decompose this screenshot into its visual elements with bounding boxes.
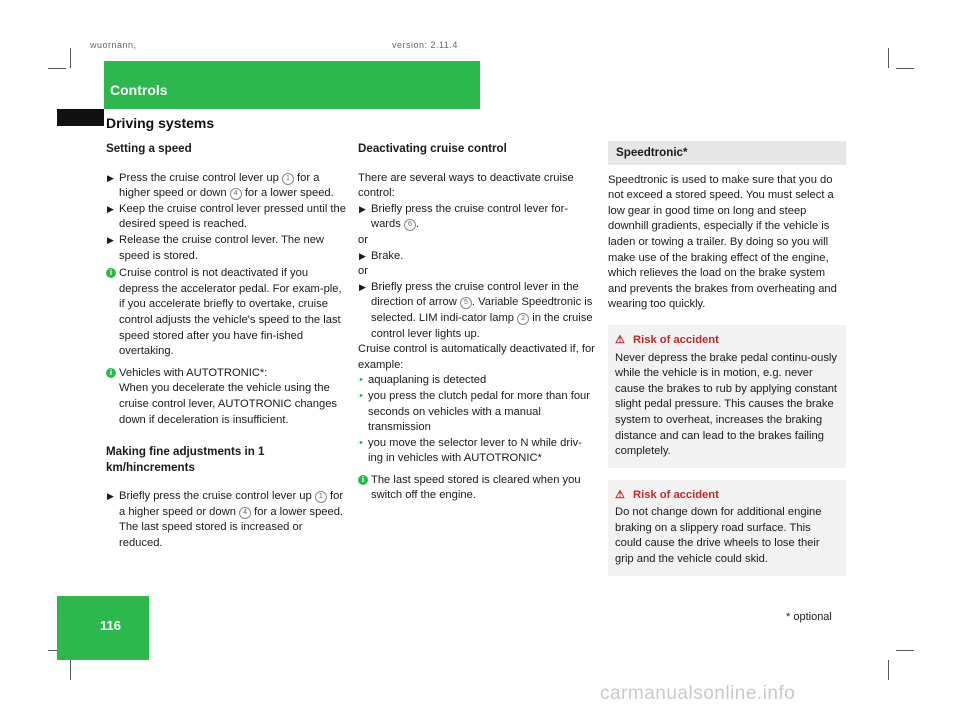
warning-text: Do not change down for additional engine braking on a slippery road surface. This could cause the drive wheels to lose their grip and the vehicle could skid.	[615, 506, 822, 566]
text: The last speed stored is cleared when you switch off the engine.	[371, 473, 581, 502]
callout-number: 6	[404, 219, 416, 231]
print-meta-right: version: 2.11.4	[392, 40, 458, 50]
info-icon: i	[106, 368, 116, 378]
column-3	[608, 141, 846, 576]
arrow-icon: ▶	[359, 250, 366, 261]
text: Release the cruise control lever. The new speed is stored.	[119, 233, 325, 262]
list-item	[358, 249, 596, 265]
paragraph: Speedtronic is used to make sure that you do not exceed a stored speed. You must select a low gear in good time on long and steep downhill gradients, especially if the vehicle is laden or towing a trailer. By doing so you will make use of the braking effect of the engine, which relieves the load on the brake system and prevents the brakes from overheating and wearing too quickly.	[608, 173, 837, 311]
heading-setting-speed: Setting a speed	[106, 142, 192, 155]
heading-fine-adjust: Making fine adjustments in 1 km/hincrements	[106, 445, 265, 474]
info-note	[358, 473, 596, 504]
info-note	[106, 266, 346, 360]
list-item	[358, 280, 596, 342]
paragraph: or	[358, 265, 368, 278]
speedtronic-title: Speedtronic*	[608, 141, 846, 165]
text: .	[415, 218, 420, 231]
list-item: • you move the selector lever to N while driv-ing in vehicles with AUTOTRONIC*	[359, 436, 582, 465]
paragraph: Cruise control is automatically deactivated if, for example:	[358, 343, 595, 371]
text: Brake.	[371, 249, 404, 262]
warning-icon: ⚠	[615, 333, 626, 346]
info-icon: i	[358, 475, 368, 485]
callout-number: 4	[239, 507, 251, 519]
text: When you decelerate the vehicle using the cruise control lever, AUTOTRONIC changes down if deceleration is insufficient.	[119, 382, 338, 426]
heading-deactivate: Deactivating cruise control	[358, 142, 507, 155]
text: . Variable Speedtronic is selected. LIM indi-cator lamp	[371, 296, 593, 324]
arrow-icon: ▶	[107, 203, 114, 214]
warning-title: Risk of accident	[633, 488, 719, 501]
list-item: • you press the clutch pedal for more than four seconds on vehicles with a manual transmission	[359, 389, 591, 434]
text: Keep the cruise control lever pressed until the desired speed is reached.	[119, 202, 346, 231]
text: in the cruise control lever lights up.	[371, 311, 593, 340]
paragraph: or	[358, 233, 368, 246]
text: Briefly press the cruise control lever up	[119, 490, 315, 503]
text: Cruise control is not deactivated if you depress the accelerator pedal. For exam-ple, if you accelerate briefly to overtake, cruise control adjusts the vehicle's speed to the last speed stored after you have fin-ished overtaking.	[119, 267, 342, 358]
column-1	[106, 141, 346, 552]
list-item: • aquaplaning is detected	[359, 374, 487, 387]
crop-mark	[48, 68, 66, 69]
callout-number: 4	[230, 188, 242, 200]
warning-box	[608, 480, 846, 576]
print-meta-left: wuornann,	[90, 40, 137, 50]
arrow-icon: ▶	[107, 172, 114, 183]
text: Vehicles with AUTOTRONIC*:	[119, 366, 268, 379]
list-item	[106, 489, 346, 551]
arrow-icon: ▶	[107, 234, 114, 245]
crop-mark	[888, 48, 889, 68]
text: for a higher speed or down	[119, 490, 344, 518]
callout-number: 5	[460, 297, 472, 309]
warning-title: Risk of accident	[633, 333, 719, 346]
section-title: Controls	[110, 82, 168, 98]
list-item	[106, 233, 346, 264]
crop-mark	[70, 48, 71, 68]
list-item	[358, 202, 596, 233]
arrow-icon: ▶	[359, 281, 366, 292]
info-note	[106, 366, 346, 428]
crop-mark	[888, 660, 889, 680]
text: you move the selector lever to N while driv-ing in vehicles with AUTOTRONIC*	[368, 436, 582, 465]
crop-mark	[896, 68, 914, 69]
callout-number: 1	[315, 491, 327, 503]
text: for a lower speed. The last speed stored is increased or reduced.	[119, 505, 344, 550]
callout-number: 1	[282, 173, 294, 185]
warning-box	[608, 325, 846, 468]
footer-note: * optional	[786, 611, 832, 623]
info-icon: i	[106, 268, 116, 278]
text: Briefly press the cruise control lever in the direction of arrow	[371, 280, 579, 309]
text: aquaplaning is detected	[368, 374, 487, 387]
crop-mark	[70, 660, 71, 680]
subsection-title: Driving systems	[106, 115, 215, 131]
arrow-icon: ▶	[107, 491, 114, 502]
paragraph: There are several ways to deactivate cruise control:	[358, 171, 574, 200]
watermark: carmanualsonline.info	[600, 683, 796, 704]
warning-text: Never depress the brake pedal continu-ously while the vehicle is in motion, e.g. never cause the brakes to rub by applying constant slight pedal pressure. This causes the brake system to overheat, increases the braking distance and can lead to the brakes failing completely.	[615, 351, 838, 458]
callout-number: 2	[517, 313, 529, 325]
column-2	[358, 141, 596, 504]
text: for a higher speed or down	[119, 171, 320, 200]
arrow-icon: ▶	[359, 203, 366, 214]
text: for a lower speed.	[241, 187, 334, 200]
header-tab	[57, 109, 104, 126]
list-item	[106, 171, 346, 202]
crop-mark	[896, 650, 914, 651]
list-item	[106, 202, 346, 233]
text: you press the clutch pedal for more than four seconds on vehicles with a manual transmission	[368, 389, 591, 434]
page-number: 116	[100, 618, 121, 633]
text: Press the cruise control lever up	[119, 171, 282, 184]
text: Briefly press the cruise control lever for-wards	[371, 202, 569, 231]
warning-icon: ⚠	[615, 488, 626, 501]
